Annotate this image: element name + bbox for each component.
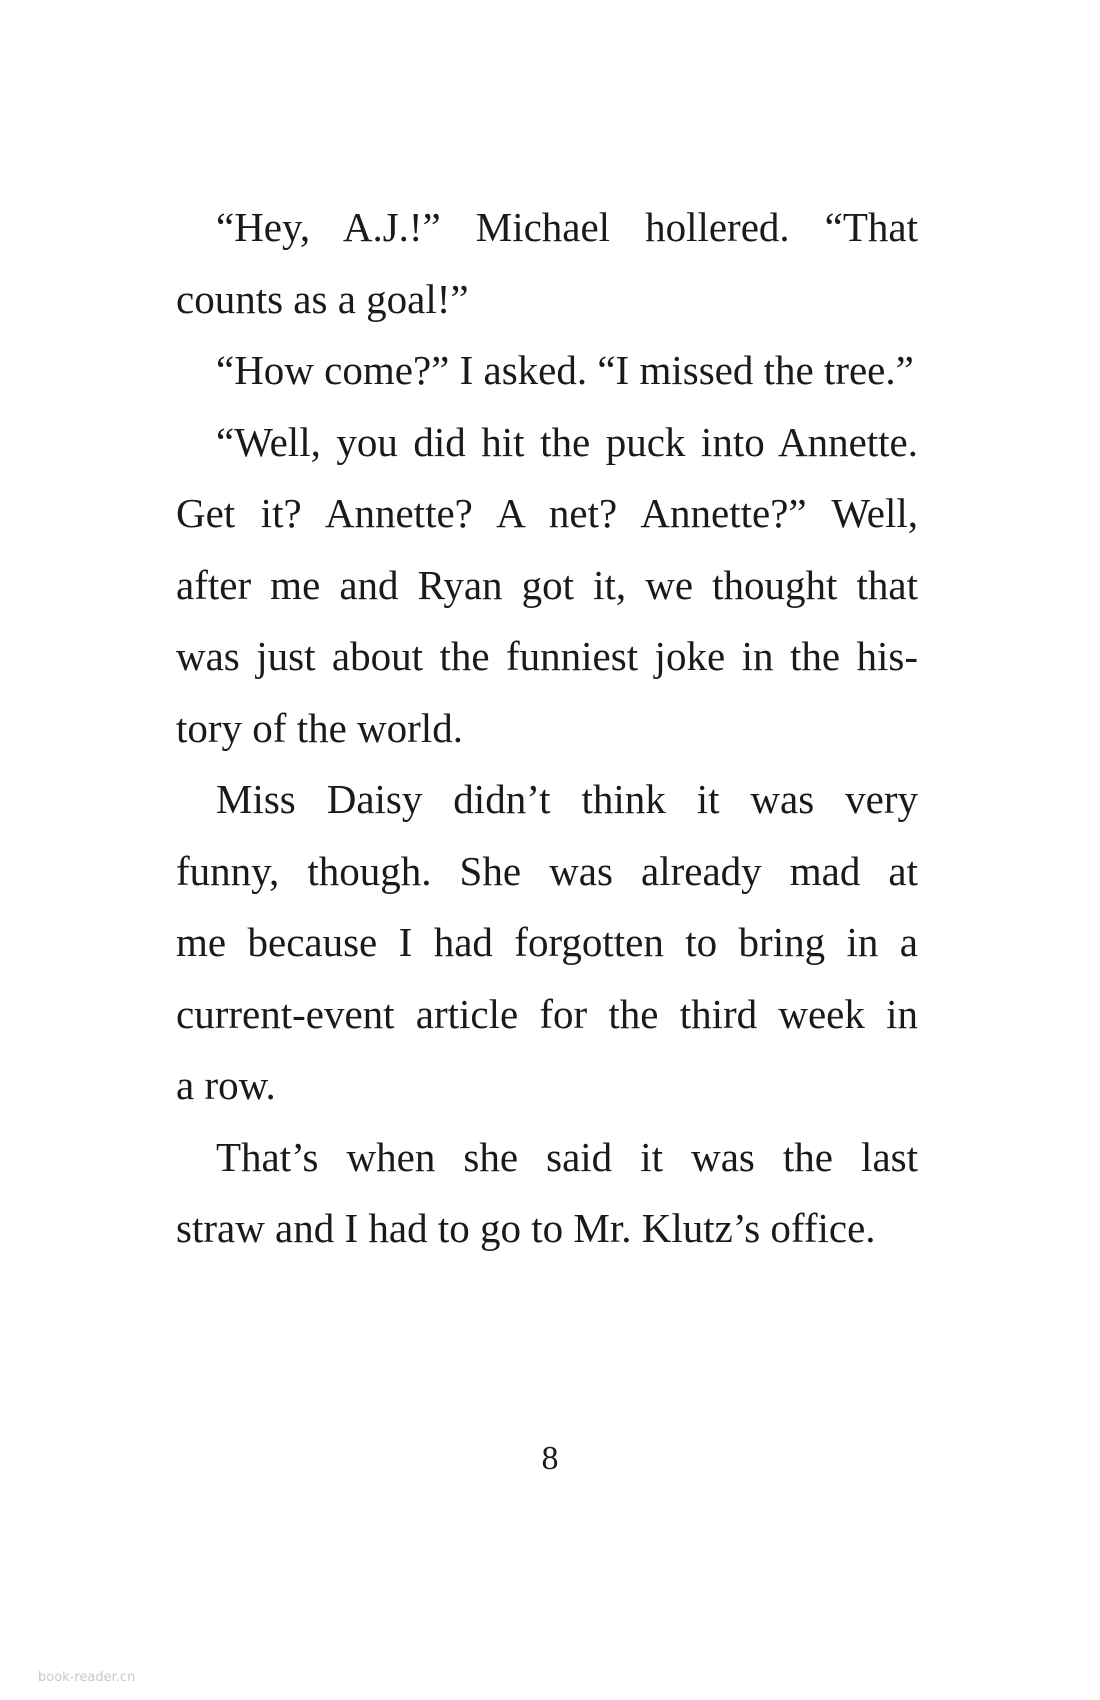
page-number: 8 xyxy=(541,1440,559,1477)
watermark: book-reader.cn xyxy=(38,1670,136,1685)
text-line: me because I had forgotten to bring in a xyxy=(176,919,918,965)
text-line: a row. xyxy=(176,1062,276,1108)
text-line: was just about the funniest joke in the his- xyxy=(176,633,918,679)
text-line: current-event article for the third week in xyxy=(176,990,918,1037)
text-line: “Well, you did hit the puck into Annette. xyxy=(216,418,918,465)
text-line: funny, though. She was already mad at xyxy=(176,847,918,894)
text-line: Get it? Annette? A net? Annette?” Well, xyxy=(176,490,918,536)
text-line: Miss Daisy didn’t think it was very xyxy=(216,776,918,822)
text-line: “How come?” I asked. “I missed the tree.” xyxy=(216,347,914,393)
text-line: “Hey, A.J.!” Michael hollered. “That xyxy=(216,204,918,250)
body-text xyxy=(176,192,918,1265)
text-line: tory of the world. xyxy=(176,704,463,751)
text-line: counts as a goal!” xyxy=(176,275,469,322)
text-line: after me and Ryan got it, we thought that xyxy=(176,561,918,608)
text-line: straw and I had to go to Mr. Klutz’s office. xyxy=(176,1205,876,1251)
text-line: That’s when she said it was the last xyxy=(216,1133,918,1180)
